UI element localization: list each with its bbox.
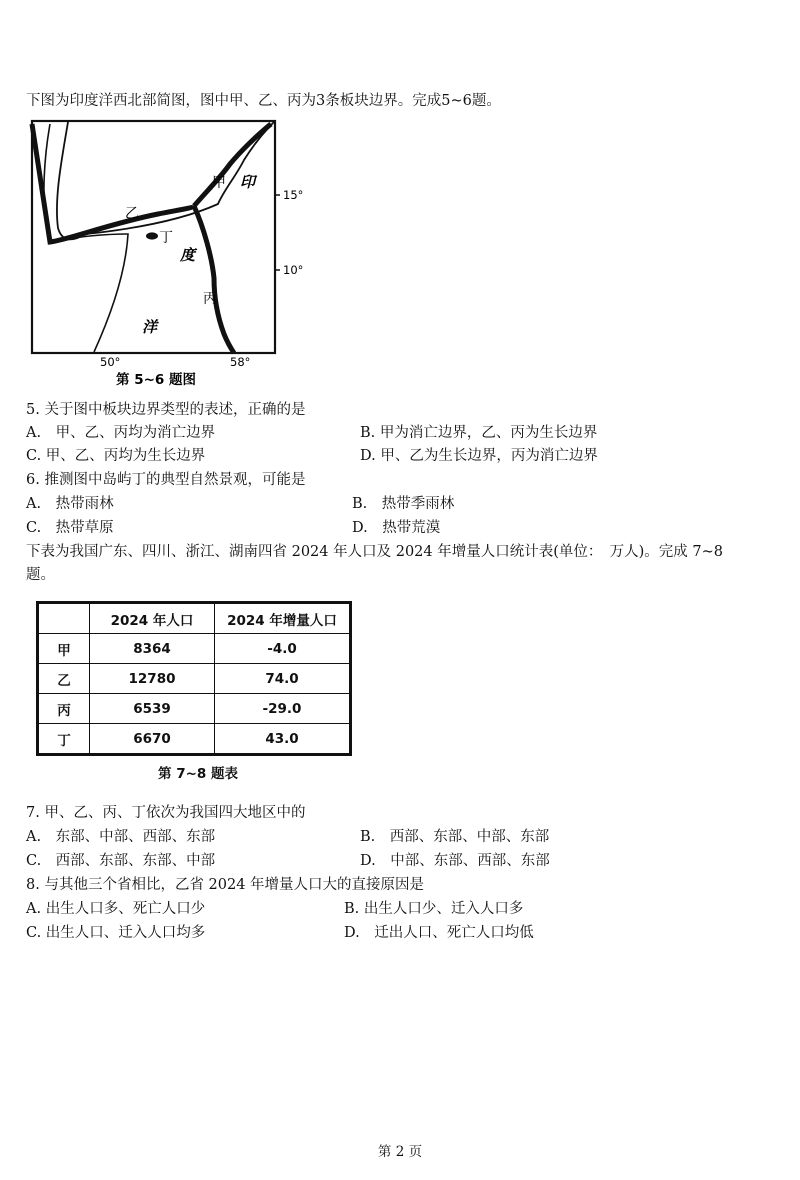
island-ding [146,232,158,239]
q5-stem: 5. 关于图中板块边界类型的表述，正确的是 [26,402,306,418]
label-du: 度 [180,246,196,264]
boundary-jia [194,124,271,206]
boundary-bing [194,206,234,353]
table-cell-province: 丙 [38,694,90,724]
table-header-cell [38,603,90,634]
table-cell-population: 6539 [90,694,215,724]
q5-option-d: D. 甲、乙为生长边界，丙为消亡边界 [360,448,598,464]
intro-text-map: 下图为印度洋西北部简图，图中甲、乙、丙为3条板块边界。完成5~6题。 [26,93,501,109]
q6-option-c: C. 热带草原 [26,520,114,536]
label-yi: 乙 [125,206,139,222]
lon-label-58: 58° [230,355,251,369]
q7-option-a: A. 东部、中部、西部、东部 [26,829,216,845]
table-cell-increase: -4.0 [215,634,351,664]
table-cell-province: 甲 [38,634,90,664]
table-row [38,634,351,664]
q7-option-c: C. 西部、东部、东部、中部 [26,853,216,869]
label-bing: 丙 [203,291,217,307]
table-header-cell: 2024 年增量人口 [215,603,351,634]
label-yang: 洋 [142,318,158,336]
lat-label-10: 10° [283,263,304,277]
q5-option-c: C. 甲、乙、丙均为生长边界 [26,448,206,464]
label-yin: 印 [240,173,256,191]
q8-option-d: D. 迁出人口、死亡人口均低 [344,925,534,941]
table-header-row [38,603,351,634]
q6-option-a: A. 热带雨林 [26,496,114,512]
table-cell-province: 丁 [38,724,90,755]
q7-option-b: B. 西部、东部、中部、东部 [360,829,550,845]
table-cell-increase: 43.0 [215,724,351,755]
label-jia: 甲 [212,175,226,191]
table-row [38,694,351,724]
q6-option-d: D. 热带荒漠 [352,520,441,536]
q8-stem: 8. 与其他三个省相比，乙省 2024 年增量人口大的直接原因是 [26,877,425,893]
coastline-somalia [52,234,128,352]
table-caption: 第 7~8 题表 [158,766,238,782]
q6-option-b: B. 热带季雨林 [352,496,455,512]
q7-stem: 7. 甲、乙、丙、丁依次为我国四大地区中的 [26,805,306,821]
q5-option-a: A. 甲、乙、丙均为消亡边界 [26,425,216,441]
population-table [36,601,352,756]
table-cell-increase: 74.0 [215,664,351,694]
intro-text-table-cont: 题。 [26,567,55,583]
table-row [38,724,351,755]
label-ding: 丁 [159,230,173,246]
intro-text-table: 下表为我国广东、四川、浙江、湖南四省 2024 年人口及 2024 年增量人口统计表(单位： 万人)。完成 7~8 [26,544,724,560]
table-cell-province: 乙 [38,664,90,694]
q8-option-c: C. 出生人口、迁入人口均多 [26,925,206,941]
q7-option-d: D. 中部、东部、西部、东部 [360,853,550,869]
page-number: 第 2 页 [377,1144,423,1160]
boundary-yi [32,124,194,242]
q8-option-a: A. 出生人口多、死亡人口少 [26,901,206,917]
lat-label-15: 15° [283,188,304,202]
map-caption: 第 5~6 题图 [116,372,196,388]
q6-stem: 6. 推测图中岛屿丁的典型自然景观，可能是 [26,472,306,488]
table-cell-population: 6670 [90,724,215,755]
table-cell-population: 8364 [90,634,215,664]
table-cell-population: 12780 [90,664,215,694]
map-figure [28,118,328,390]
table-cell-increase: -29.0 [215,694,351,724]
lon-label-50: 50° [100,355,121,369]
indian-ocean-map [28,118,328,390]
q5-option-b: B. 甲为消亡边界，乙、丙为生长边界 [360,425,598,441]
table-row [38,664,351,694]
q8-option-b: B. 出生人口少、迁入人口多 [344,901,524,917]
table-header-cell: 2024 年人口 [90,603,215,634]
